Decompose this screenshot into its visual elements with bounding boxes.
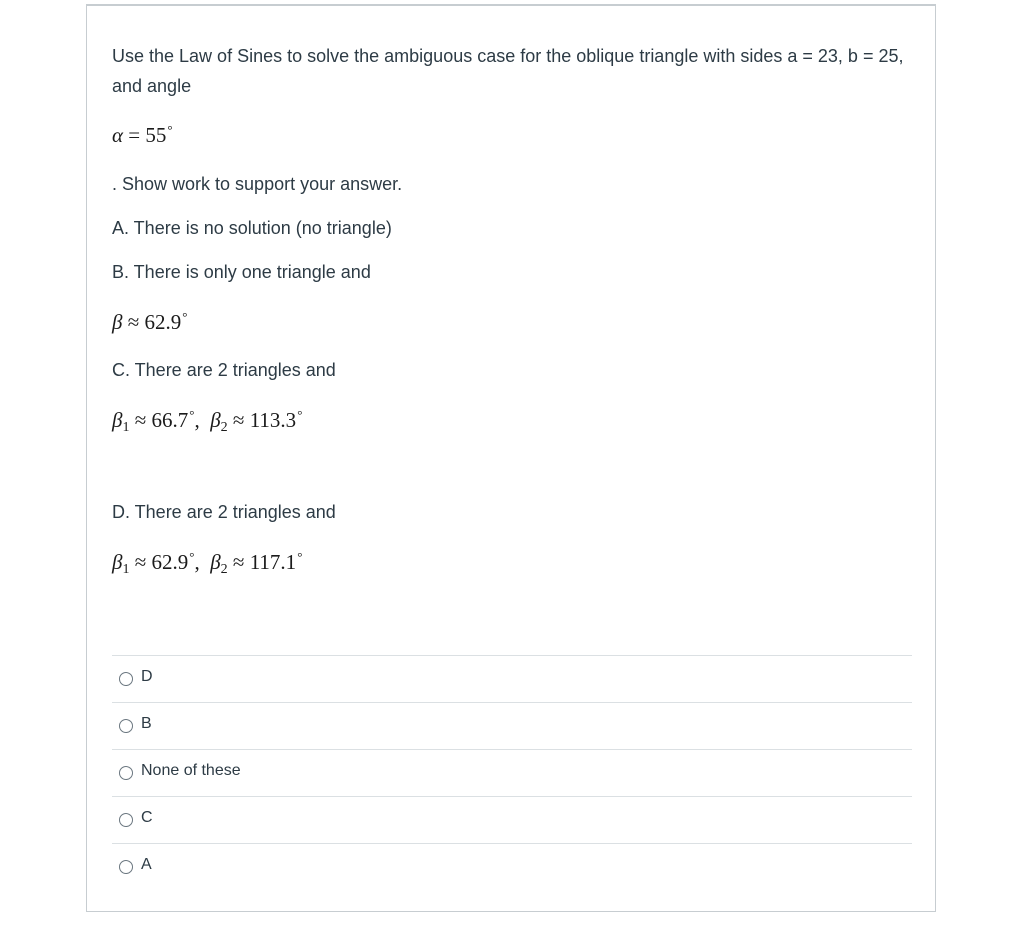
option-a-text: A. There is no solution (no triangle) [112, 218, 392, 238]
option-d-math: $\beta_1 \approx 62.9^\circ$, $\beta_2 \approx 117.1^\circ$ [112, 549, 303, 577]
answer-option-b[interactable] [112, 702, 912, 749]
answer-option-a[interactable] [112, 843, 912, 890]
answer-list [112, 655, 912, 890]
radio-button[interactable] [119, 813, 133, 827]
option-b-text: B. There is only one triangle and [112, 262, 371, 282]
radio-button[interactable] [119, 860, 133, 874]
radio-button[interactable] [119, 672, 133, 686]
option-d-text: D. There are 2 triangles and [112, 502, 336, 522]
instruction-text: . Show work to support your answer. [112, 174, 403, 194]
answer-option-none[interactable] [112, 749, 912, 796]
answer-label: B [141, 715, 152, 732]
radio-button[interactable] [119, 719, 133, 733]
alpha-symbol: α [112, 123, 124, 147]
option-c-text: C. There are 2 triangles and [112, 360, 336, 380]
answer-label: None of these [141, 762, 241, 779]
answer-option-c[interactable] [112, 796, 912, 843]
question-text: Use the Law of Sines to solve the ambiguous case for the oblique triangle with sides a = 23, b = 25, and angle [112, 46, 904, 96]
answer-label: A [141, 856, 152, 873]
option-c-math: $\beta_1 \approx 66.7^\circ$, $\beta_2 \approx 113.3^\circ$ [112, 407, 303, 435]
option-b-math: β ≈ 62.9° [112, 309, 188, 334]
answer-option-d[interactable] [112, 655, 912, 702]
alpha-value: 55 [145, 123, 167, 147]
answer-label: D [141, 668, 153, 685]
radio-button[interactable] [119, 766, 133, 780]
given-angle-math: α = 55° [112, 122, 173, 147]
answer-label: C [141, 809, 153, 826]
